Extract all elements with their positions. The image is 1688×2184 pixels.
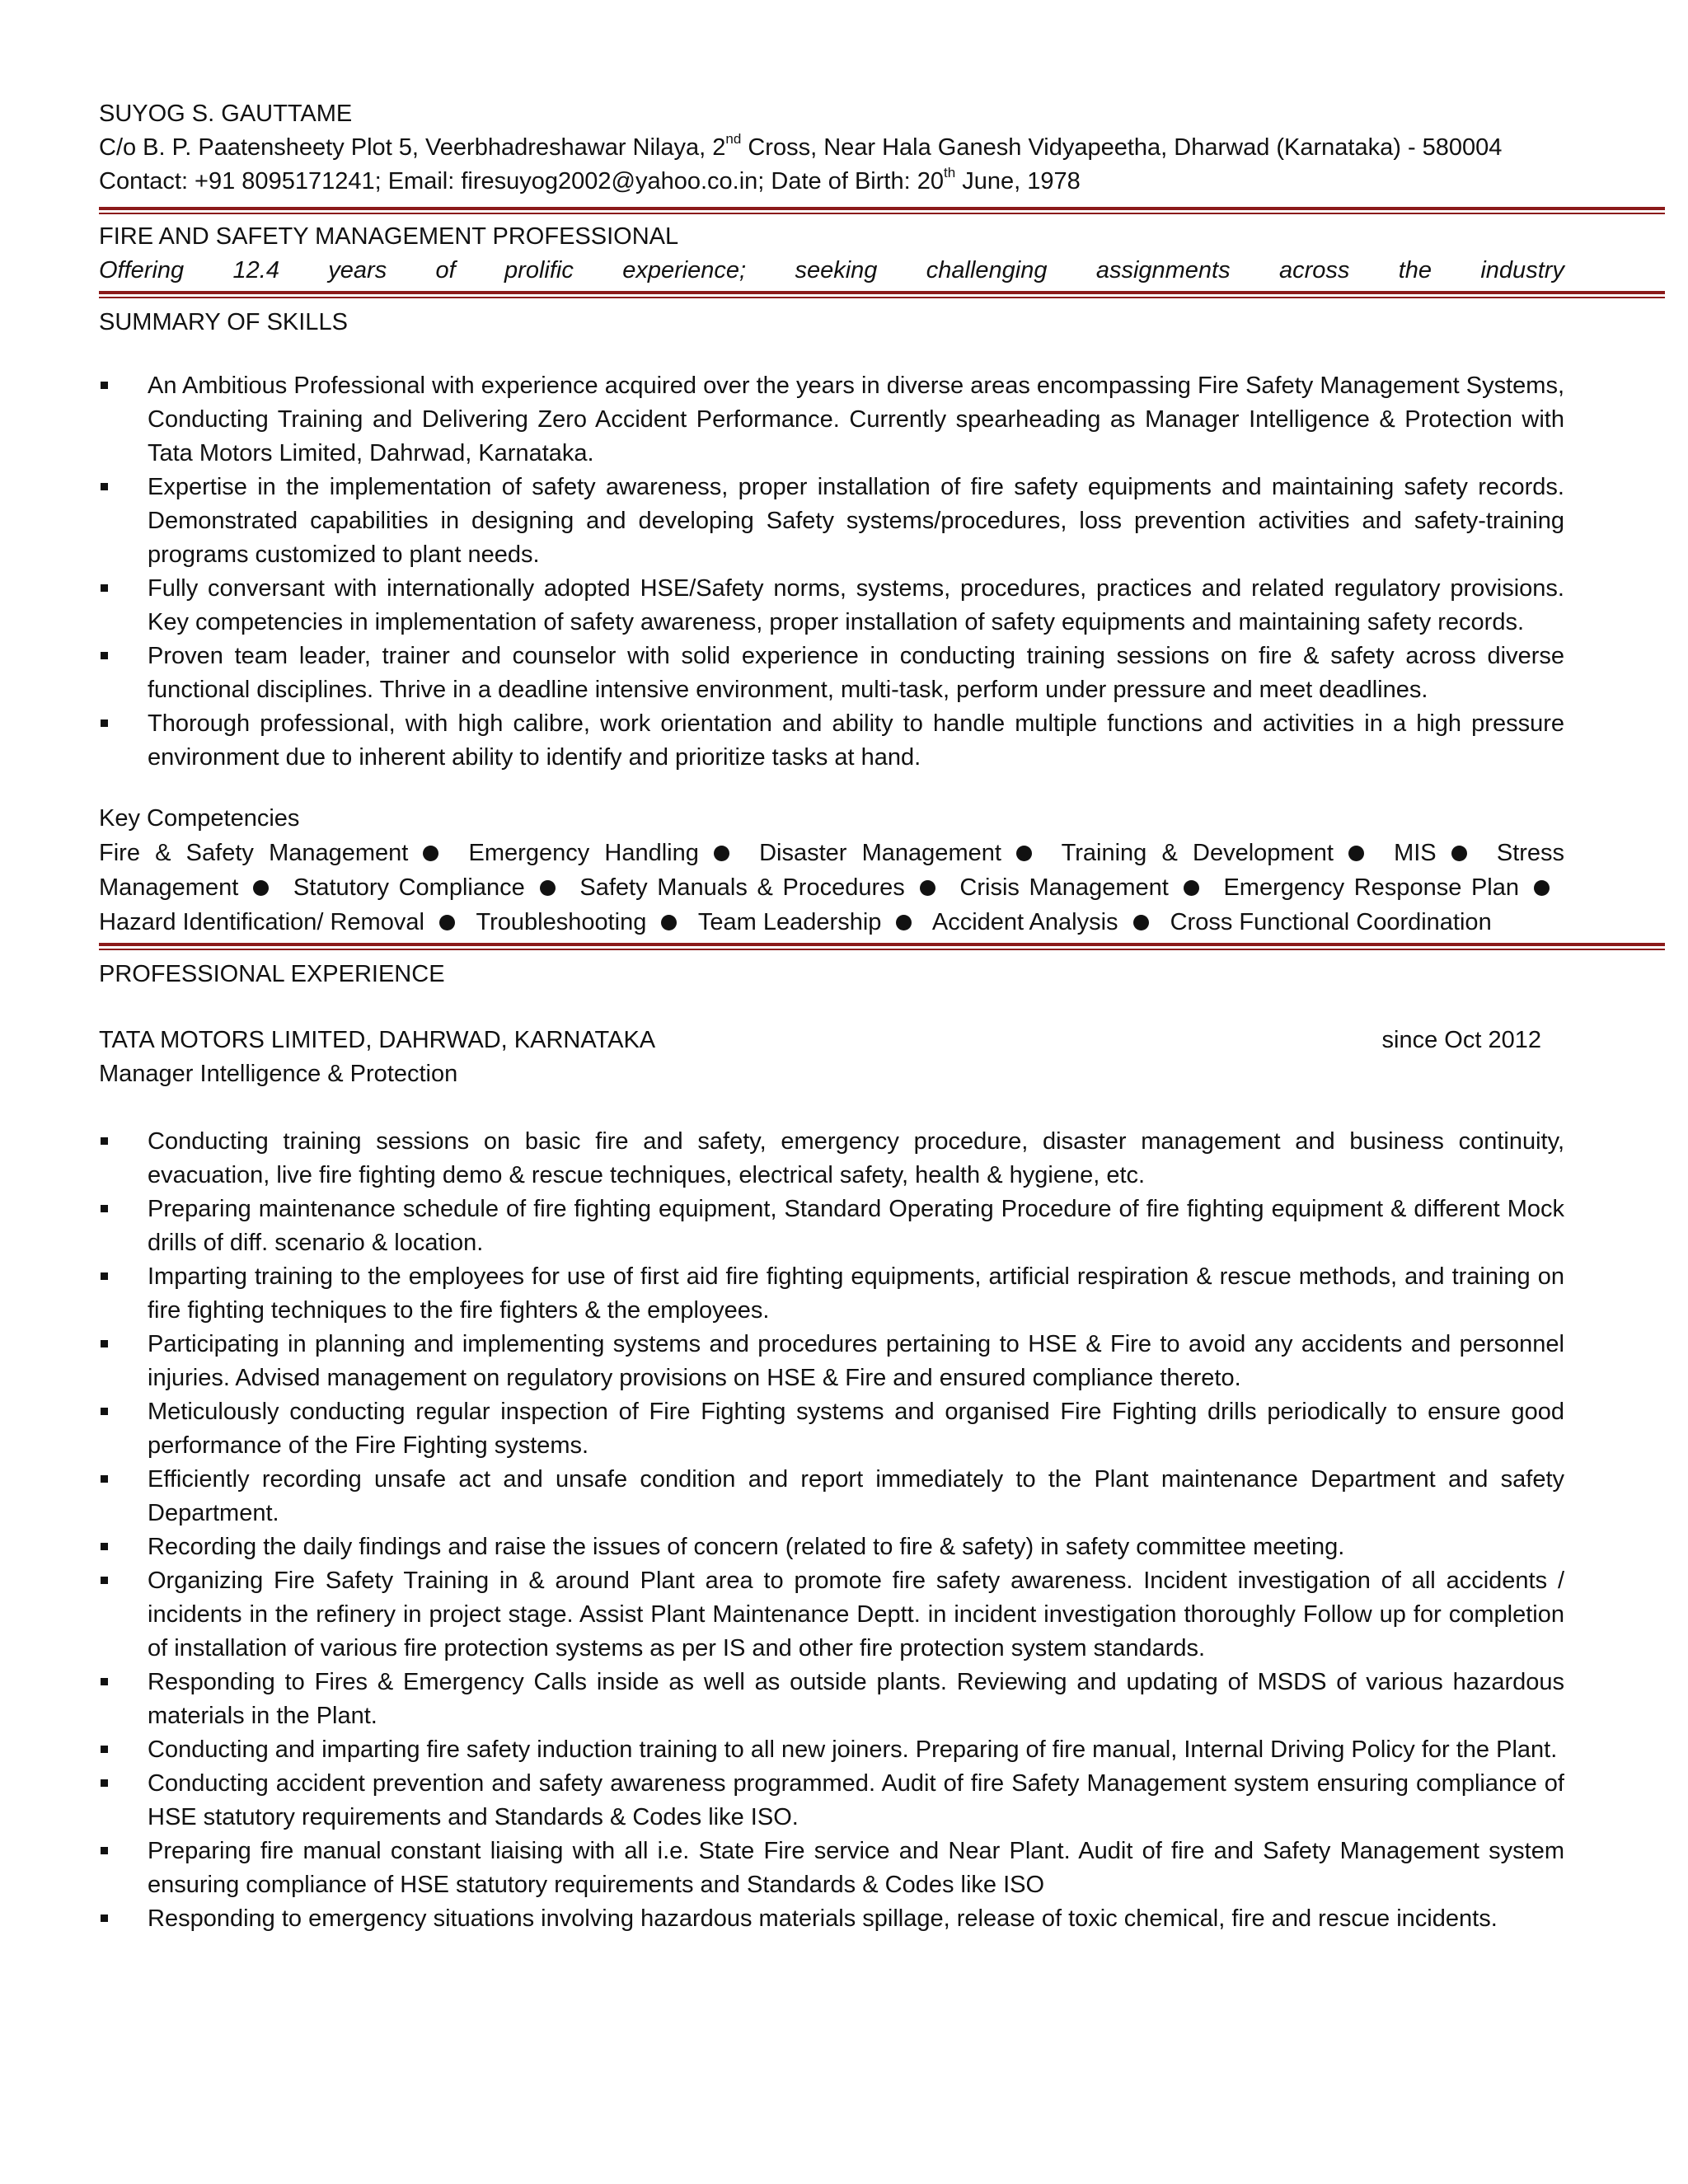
competency-item: MIS — [1394, 840, 1437, 866]
competency-item: Troubleshooting — [476, 909, 647, 935]
list-item — [99, 1733, 1564, 1767]
tagline-word: assignments — [1095, 257, 1231, 284]
square-bullet-icon — [101, 483, 108, 490]
experience-list — [99, 1125, 1564, 1936]
bullet-dot-icon — [1184, 880, 1199, 896]
square-bullet-icon — [101, 382, 108, 389]
list-item-text: Conducting training sessions on basic fire and safety, emergency procedure, disaster management and business continuity, evacuation, live fire fighting demo & rescue techniques, electrical safety, health & hygiene, etc. — [148, 1128, 1564, 1188]
square-bullet-icon — [101, 584, 108, 592]
square-bullet-icon — [101, 1272, 108, 1280]
competency-item: Cross Functional Coordination — [1170, 909, 1492, 935]
tagline-word: 12.4 — [232, 257, 279, 284]
square-bullet-icon — [101, 1408, 108, 1415]
bullet-dot-icon — [920, 880, 935, 896]
list-item — [99, 707, 1564, 775]
competency-item: Stress Management — [99, 840, 1565, 901]
competency-item: Team Leadership — [697, 909, 882, 935]
square-bullet-icon — [101, 719, 108, 727]
list-item-text: Efficiently recording unsafe act and unsafe condition and report immediately to the Plant maintenance Department and safety Department. — [148, 1466, 1564, 1526]
tagline-word: industry — [1480, 257, 1564, 284]
square-bullet-icon — [101, 1137, 108, 1145]
list-item — [99, 471, 1564, 572]
square-bullet-icon — [101, 1577, 108, 1584]
list-item-text: Fully conversant with internationally adopted HSE/Safety norms, systems, procedures, practices and related regulatory provisions. Key competencies in implementation of safety awareness, proper installation of safety equipments and maintaining safety records. — [148, 575, 1564, 635]
list-item-text: Preparing fire manual constant liaising with all i.e. State Fire service and Near Plant. Audit of fire and Safety Management system ensuring compliance of HSE statutory requirements and Standards & Codes like ISO — [148, 1838, 1564, 1898]
section-divider — [99, 291, 1665, 298]
tagline-word: of — [435, 257, 456, 284]
list-item-text: Participating in planning and implementing systems and procedures pertaining to HSE & Fire to avoid any accidents and personnel injuries. Advised management on regulatory provisions on HSE & Fire and ensured compliance thereto. — [148, 1331, 1564, 1391]
list-item — [99, 1767, 1564, 1835]
competencies-list — [99, 836, 1564, 940]
tagline-word: years — [328, 257, 387, 284]
competency-item: Safety Manuals & Procedures — [579, 874, 905, 901]
competency-item: Training & Development — [1061, 840, 1334, 866]
bullet-dot-icon — [896, 915, 912, 930]
list-item — [99, 1463, 1564, 1530]
list-item — [99, 1835, 1564, 1902]
bullet-dot-icon — [253, 880, 269, 896]
list-item — [99, 369, 1564, 471]
square-bullet-icon — [101, 1475, 108, 1483]
section-divider — [99, 207, 1665, 214]
square-bullet-icon — [101, 1678, 108, 1685]
square-bullet-icon — [101, 1340, 108, 1347]
bullet-dot-icon — [1348, 846, 1364, 861]
tagline-word: experience; — [622, 257, 747, 284]
skills-list — [99, 369, 1564, 775]
candidate-name: SUYOG S. GAUTTAME — [99, 101, 353, 127]
competency-item: Fire & Safety Management — [99, 840, 409, 866]
job-period: since Oct 2012 — [1381, 1027, 1541, 1053]
experience-heading: PROFESSIONAL EXPERIENCE — [99, 961, 445, 987]
square-bullet-icon — [101, 1205, 108, 1212]
tagline-word: challenging — [926, 257, 1048, 284]
bullet-dot-icon — [1534, 880, 1550, 896]
list-item-text: Preparing maintenance schedule of fire fighting equipment, Standard Operating Procedure of fire fighting equipment & different Mock drills of diff. scenario & location. — [148, 1196, 1564, 1256]
list-item-text: Organizing Fire Safety Training in & around Plant area to promote fire safety awareness. Incident investigation of all accidents / incidents in the refinery in project stage. Assist Plant Maintenance Deptt. in incident investigation thoroughly Follow up for completion of installation of various fire protection systems as per IS and other fire protection system standards. — [148, 1568, 1564, 1661]
square-bullet-icon — [101, 1915, 108, 1922]
competency-item: Statutory Compliance — [293, 874, 525, 901]
tagline-word: Offering — [99, 257, 185, 284]
list-item — [99, 640, 1564, 707]
square-bullet-icon — [101, 1746, 108, 1753]
bullet-dot-icon — [714, 846, 729, 861]
competency-item: Hazard Identification/ Removal — [99, 909, 424, 935]
list-item — [99, 1666, 1564, 1733]
tagline-word: the — [1398, 257, 1432, 284]
list-item-text: Meticulously conducting regular inspection of Fire Fighting systems and organised Fire Fighting drills periodically to ensure good performance of the Fire Fighting systems. — [148, 1399, 1564, 1459]
list-item-text: Expertise in the implementation of safety awareness, proper installation of fire safety equipments and maintaining safety records. Demonstrated capabilities in designing and developing Safety systems/procedures, loss prevention activities and safety-training programs customized to plant needs. — [148, 474, 1564, 568]
bullet-dot-icon — [1016, 846, 1032, 861]
job-role: Manager Intelligence & Protection — [99, 1061, 458, 1087]
square-bullet-icon — [101, 1543, 108, 1550]
bullet-dot-icon — [1133, 915, 1149, 930]
bullet-dot-icon — [540, 880, 556, 896]
competencies-heading: Key Competencies — [99, 805, 300, 832]
bullet-dot-icon — [439, 915, 455, 930]
list-item — [99, 1395, 1564, 1463]
list-item — [99, 1328, 1564, 1395]
tagline-word: across — [1278, 257, 1350, 284]
competency-item: Accident Analysis — [931, 909, 1118, 935]
contact-line: Contact: +91 8095171241; Email: firesuyog2002@yahoo.co.in; Date of Birth: 20th June, 1978 — [99, 165, 1081, 194]
list-item — [99, 1902, 1564, 1936]
competency-item: Emergency Response Plan — [1223, 874, 1519, 901]
job-header — [99, 1024, 1541, 1057]
competency-item: Disaster Management — [759, 840, 1001, 866]
bullet-dot-icon — [661, 915, 677, 930]
list-item — [99, 1260, 1564, 1328]
section-divider — [99, 943, 1665, 950]
competency-item: Crisis Management — [959, 874, 1169, 901]
square-bullet-icon — [101, 1779, 108, 1787]
resume-page — [99, 97, 1665, 1936]
list-item-text: Thorough professional, with high calibre, work orientation and ability to handle multiple functions and activities in a high pressure environment due to inherent ability to identify and prioritize tasks at hand. — [148, 710, 1564, 771]
square-bullet-icon — [101, 1847, 108, 1854]
list-item — [99, 572, 1564, 640]
list-item — [99, 1193, 1564, 1260]
address-line: C/o B. P. Paatensheety Plot 5, Veerbhadreshawar Nilaya, 2nd Cross, Near Hala Ganesh Vidyapeetha, Dharwad (Karnataka) - 580004 — [99, 131, 1503, 161]
list-item-text: Imparting training to the employees for use of first aid fire fighting equipments, artificial respiration & rescue methods, and training on fire fighting techniques to the fire fighters & the employees. — [148, 1263, 1564, 1324]
competency-item: Emergency Handling — [468, 840, 699, 866]
list-item — [99, 1530, 1564, 1564]
list-item-text: Responding to emergency situations involving hazardous materials spillage, release of toxic chemical, fire and rescue incidents. — [148, 1905, 1498, 1932]
list-item-text: Conducting accident prevention and safety awareness programmed. Audit of fire Safety Management system ensuring compliance of HSE statutory requirements and Standards & Codes like ISO. — [148, 1770, 1564, 1830]
bullet-dot-icon — [1451, 846, 1467, 861]
square-bullet-icon — [101, 652, 108, 659]
list-item-text: An Ambitious Professional with experience acquired over the years in diverse areas encompassing Fire Safety Management Systems, Conducting Training and Delivering Zero Accident Performance. Currently spearheading as Manager Intelligence & Protection with Tata Motors Limited, Dahrwad, Karnataka. — [148, 373, 1564, 466]
list-item-text: Conducting and imparting fire safety induction training to all new joiners. Preparing of fire manual, Internal Driving Policy for the Plant. — [148, 1736, 1558, 1763]
skills-heading: SUMMARY OF SKILLS — [99, 309, 348, 335]
company-name: TATA MOTORS LIMITED, DAHRWAD, KARNATAKA — [99, 1027, 656, 1053]
profile-tagline — [99, 254, 1564, 288]
list-item — [99, 1564, 1564, 1666]
tagline-word: seeking — [795, 257, 878, 284]
tagline-word: prolific — [504, 257, 574, 284]
list-item-text: Recording the daily findings and raise the issues of concern (related to fire & safety) in safety committee meeting. — [148, 1534, 1345, 1560]
profile-title: FIRE AND SAFETY MANAGEMENT PROFESSIONAL — [99, 223, 679, 250]
list-item-text: Responding to Fires & Emergency Calls inside as well as outside plants. Reviewing and updating of MSDS of various hazardous materials in the Plant. — [148, 1669, 1564, 1729]
bullet-dot-icon — [423, 846, 438, 861]
list-item — [99, 1125, 1564, 1193]
list-item-text: Proven team leader, trainer and counselor with solid experience in conducting training sessions on fire & safety across diverse functional disciplines. Thrive in a deadline intensive environment, multi-task, perform under pressure and meet deadlines. — [148, 643, 1564, 703]
